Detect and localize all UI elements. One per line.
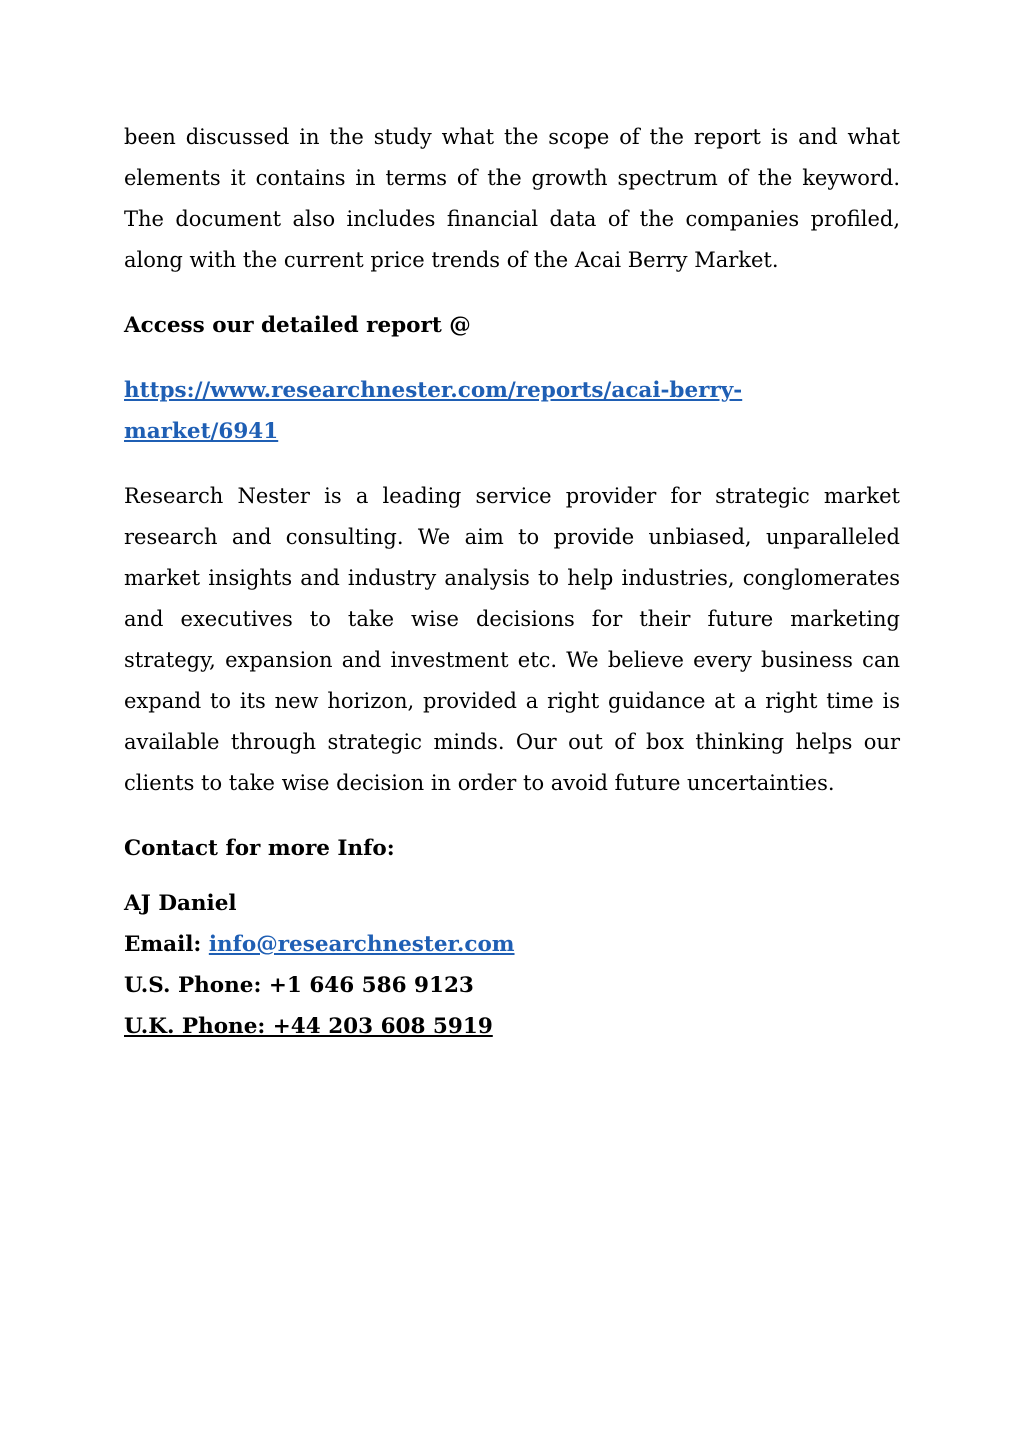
- report-link-block: [124, 370, 814, 452]
- spacer: [124, 804, 900, 828]
- email-label: Email:: [124, 932, 209, 957]
- spacer: [124, 452, 900, 476]
- report-link[interactable]: https://www.researchnester.com/reports/acai-berry-market/6941: [124, 378, 743, 444]
- contact-name: AJ Daniel: [124, 891, 237, 916]
- contact-email-line: [124, 924, 900, 965]
- spacer: [124, 869, 900, 883]
- spacer: [124, 346, 900, 370]
- access-report-heading: Access our detailed report @: [124, 313, 471, 338]
- document-page: [124, 117, 900, 1047]
- intro-paragraph: been discussed in the study what the scope of the report is and what elements it contains in terms of the growth spectrum of the keyword. The document also includes financial data of the companies profiled, along with the current price trends of the Acai Berry Market.: [124, 125, 900, 272]
- about-paragraph: Research Nester is a leading service provider for strategic market research and consulting. We aim to provide unbiased, unparalleled market insights and industry analysis to help industries, conglomerates and executives to take wise decisions for their future marketing strategy, expansion and investment etc. We believe every business can expand to its new horizon, provided a right guidance at a right time is available through strategic minds. Our out of box thinking helps our clients to take wise decision in order to avoid future uncertainties.: [124, 484, 900, 795]
- contact-uk-phone: U.K. Phone: +44 203 608 5919: [124, 1014, 493, 1039]
- contact-us-phone: U.S. Phone: +1 646 586 9123: [124, 973, 474, 998]
- contact-heading: Contact for more Info:: [124, 836, 395, 861]
- email-link[interactable]: info@researchnester.com: [208, 932, 515, 957]
- spacer: [124, 281, 900, 305]
